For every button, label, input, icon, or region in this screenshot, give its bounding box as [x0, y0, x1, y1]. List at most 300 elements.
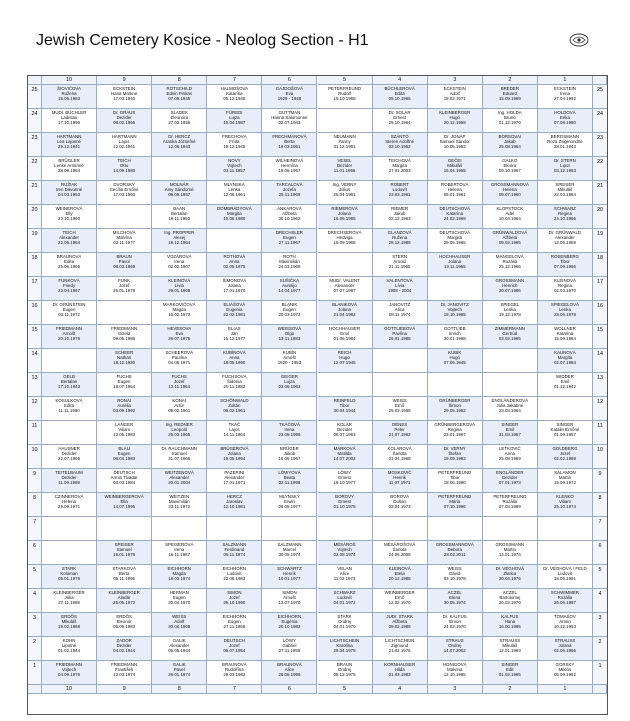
- grave-date: 05.11.1974: [223, 552, 246, 558]
- grave-date: 13.11.1964: [168, 384, 191, 390]
- grave-date: 18.12.1964: [168, 240, 191, 246]
- grave-surname: STARKOVÁ: [112, 566, 136, 571]
- grave-given-name: Steren Adolfné: [385, 139, 415, 145]
- grave-given-name: Alexander: [169, 475, 190, 481]
- grave-date: 01.12.1970: [498, 120, 521, 126]
- grave-cell: [207, 613, 262, 637]
- grave-cell: [318, 517, 373, 541]
- grave-given-name: Hana: [504, 619, 516, 625]
- grave-cell: [373, 157, 428, 181]
- grave-surname: JUDr. STARK: [386, 614, 413, 619]
- grave-surname: PETERFREUND: [438, 470, 472, 475]
- grave-surname: LICHTSCHEIN: [385, 638, 415, 643]
- grave-given-name: Amy Sándorné: [164, 187, 194, 193]
- grave-given-name: Aurélia: [117, 403, 131, 409]
- grave-cell: [318, 325, 373, 349]
- grave-surname: BRAUNOVÁ: [277, 662, 302, 667]
- grave-given-name: Alžbeta: [502, 235, 518, 241]
- grave-date: 19.12.1978: [498, 312, 521, 318]
- grave-cell: [42, 613, 97, 637]
- grave-cell: [538, 397, 593, 421]
- grave-given-name: Alica: [394, 307, 405, 313]
- grave-surname: Dr. GRÜNWALD: [548, 230, 582, 235]
- grave-surname: MÉSÁROŠ: [333, 542, 356, 547]
- grave-date: 24.02.1970: [443, 624, 466, 630]
- grave-given-name: Júlia: [64, 595, 74, 601]
- grave-surname: VESEL: [337, 158, 352, 163]
- grave-date: 17.10.1943: [58, 384, 81, 390]
- grave-cell: [152, 421, 207, 445]
- grave-cell: [152, 253, 207, 277]
- grave-given-name: Eugen: [283, 307, 296, 313]
- grave-given-name: Hedviga: [336, 235, 353, 241]
- grave-surname: LANGER: [115, 422, 134, 427]
- grave-date: 19.11.1960: [168, 216, 191, 222]
- grave-cell: [318, 661, 373, 685]
- grave-given-name: Alice: [284, 667, 295, 673]
- grave-date: 25.06.1966: [58, 264, 81, 270]
- grave-given-name: Eugen: [62, 307, 76, 313]
- grave-surname: SCHEEROVÁ: [165, 350, 194, 355]
- grave-cell: [97, 661, 152, 685]
- grave-surname: STERN: [392, 254, 408, 259]
- grave-cell: [262, 301, 317, 325]
- grave-given-name: Alexander: [555, 235, 575, 241]
- row-label: 23: [28, 133, 42, 157]
- grave-given-name: Arnošt: [62, 331, 76, 337]
- grave-cell: [42, 637, 97, 661]
- grave-given-name: Dezider: [61, 475, 77, 481]
- grave-cell: [428, 421, 483, 445]
- grave-cell: [538, 637, 593, 661]
- grave-surname: WEINEROVÁ: [55, 206, 83, 211]
- grave-cell: [483, 517, 538, 541]
- grave-cell: [318, 445, 373, 469]
- grave-cell: [42, 205, 97, 229]
- grave-surname: HEVESOVA: [167, 326, 192, 331]
- grave-date: 20.10.1975: [58, 336, 81, 342]
- grave-date: 24.06.2009: [388, 552, 411, 558]
- grave-cell: [42, 133, 97, 157]
- grave-date: [97, 312, 151, 317]
- grave-surname: WEISS: [447, 566, 462, 571]
- grave-date: [483, 360, 537, 365]
- grave-surname: BOROVÁ: [390, 494, 410, 499]
- grave-cell: [262, 589, 317, 613]
- grave-cell: [483, 277, 538, 301]
- row-label-right: 9: [593, 469, 607, 493]
- grave-given-name: Imrich: [448, 331, 461, 337]
- grave-cell: [42, 421, 97, 445]
- grave-given-name: Regina: [447, 427, 462, 433]
- grave-date: 29.04.1979: [333, 648, 356, 654]
- grave-date: 20.01.2004: [168, 480, 191, 486]
- grave-cell: [42, 109, 97, 133]
- column-header-corner: [593, 76, 607, 85]
- grave-cell: [538, 613, 593, 637]
- grave-date: 02.05.1975: [223, 264, 246, 270]
- grave-given-name: Arnold: [393, 259, 406, 265]
- grave-date: 18.09.1983: [443, 456, 466, 462]
- grave-surname: MÉSÁROŠOVÁ: [384, 542, 416, 547]
- grave-surname: PETERFREUND: [493, 494, 527, 499]
- grave-date: 02.07.1984: [553, 360, 576, 366]
- grave-cell: [97, 541, 152, 565]
- page-header: [36, 30, 596, 58]
- grave-cell: [318, 613, 373, 637]
- column-header: 2: [483, 76, 538, 85]
- grave-surname: EICHHORN: [167, 566, 191, 571]
- grave-cell: [318, 373, 373, 397]
- grave-surname: SINGER: [501, 662, 519, 667]
- grave-surname: FUCHSOVÁ: [222, 374, 247, 379]
- grave-date: 17.10.1996: [58, 120, 81, 126]
- grave-date: 12.01.1993: [498, 648, 521, 654]
- grave-cell: [152, 661, 207, 685]
- grave-date: 14.01.1974: [498, 552, 521, 558]
- grave-given-name: Vojtech: [447, 307, 462, 313]
- grave-date: 28.01.1943: [553, 144, 576, 150]
- grave-date: [318, 264, 372, 269]
- grave-surname: LÖWY: [282, 638, 296, 643]
- grave-surname: LÖWY: [338, 470, 352, 475]
- grave-given-name: Lenka: [558, 307, 571, 313]
- grave-date: 07.08.1980: [553, 120, 576, 126]
- grave-cell: [97, 109, 152, 133]
- grave-date: 21.11.1965: [388, 264, 411, 270]
- grave-date: 06.05.1977: [278, 504, 301, 510]
- grave-date: 04.02.1944: [113, 648, 136, 654]
- grave-cell: [207, 661, 262, 685]
- grave-date: [207, 240, 261, 245]
- grave-given-name: Karolína: [336, 643, 353, 649]
- grave-cell: [483, 253, 538, 277]
- grave-date: 22.08.1983: [223, 576, 246, 582]
- grave-date: 04.01.1972: [333, 600, 356, 606]
- grave-surname: Dr. STERN: [554, 158, 576, 163]
- grave-cell: [97, 253, 152, 277]
- grave-date: [538, 528, 592, 533]
- column-footer: 10: [42, 685, 97, 694]
- grave-date: 17.03.1960: [113, 192, 136, 198]
- grave-cell: [483, 613, 538, 637]
- grave-surname: GOLDBERG: [552, 446, 578, 451]
- grave-given-name: Alexander: [224, 475, 245, 481]
- grave-date: 18.12.1930: [113, 360, 136, 366]
- grave-given-name: Edit: [506, 667, 514, 673]
- row-label: 19: [28, 229, 42, 253]
- grave-cell: [42, 229, 97, 253]
- grave-given-name: Mikuláš: [502, 643, 518, 649]
- grave-surname: TKÁČ: [228, 422, 241, 427]
- row-label: 11: [28, 421, 42, 445]
- grave-date: 15.12.1977: [223, 336, 246, 342]
- grave-given-name: Aladár: [117, 595, 131, 601]
- grave-cell: [262, 85, 317, 109]
- grave-surname: MLYNSKÝ: [279, 494, 300, 499]
- grave-cell: [373, 589, 428, 613]
- grave-cell: [483, 541, 538, 565]
- grave-given-name: Lívia: [174, 283, 184, 289]
- grave-date: 01.03.1983: [388, 672, 411, 678]
- grave-date: 1920 - 1953: [277, 360, 302, 366]
- grave-given-name: Arnošt: [283, 595, 296, 601]
- grave-surname: TOMAŠOV: [553, 614, 576, 619]
- grave-surname: FUCHS: [171, 374, 187, 379]
- grave-date: 12.05.1969: [553, 240, 576, 246]
- grave-given-name: Aurelijo: [282, 283, 297, 289]
- grave-cell: [152, 349, 207, 373]
- grave-date: 27.03.1956: [168, 120, 191, 126]
- grave-given-name: Eleóra: [503, 163, 517, 169]
- grave-given-name: Rozália: [502, 499, 518, 505]
- grave-given-name: Hilda: [394, 667, 405, 673]
- grave-date: 13.05.1983: [113, 432, 136, 438]
- grave-given-name: Maximilián: [279, 259, 300, 265]
- grave-date: 19.05.1994: [223, 456, 246, 462]
- grave-given-name: Jozef: [118, 283, 130, 289]
- grave-date: 04.03.1953: [58, 192, 81, 198]
- grave-date: 09.02.1989: [388, 624, 411, 630]
- grave-cell: [97, 421, 152, 445]
- grave-cell: [262, 373, 317, 397]
- grave-surname: KOSULKOVÁ: [55, 398, 83, 403]
- grave-given-name: Helena: [447, 187, 462, 193]
- grave-surname: ECKSTEIN: [553, 86, 576, 91]
- grave-given-name: Gabriel: [282, 643, 297, 649]
- column-footer: 9: [97, 685, 152, 694]
- grave-date: 04.01.1970: [333, 624, 356, 630]
- grave-date: 04.09.1976: [58, 672, 81, 678]
- grave-date: 05.09.1983: [113, 624, 136, 630]
- grave-date: 12.10.1981: [223, 504, 246, 510]
- grave-surname: BÜCHLEROVÁ: [384, 86, 415, 91]
- grave-given-name: Cecília Ernőné: [109, 187, 139, 193]
- grave-cell: [97, 157, 152, 181]
- grave-given-name: Simon: [448, 619, 461, 625]
- grave-surname: KONAI: [172, 398, 187, 403]
- grave-surname: Dr. RAUCHMANN: [161, 446, 197, 451]
- grave-date: 12.07.1945: [333, 360, 356, 366]
- grave-given-name: Irena: [174, 259, 185, 265]
- grave-cell: [42, 589, 97, 613]
- grave-given-name: Šarlota: [392, 451, 407, 457]
- grave-surname: GALKO: [502, 158, 518, 163]
- grave-given-name: Bruno: [503, 115, 516, 121]
- grave-surname: VALENTOVÁ: [386, 278, 413, 283]
- grave-cell: [207, 445, 262, 469]
- grave-date: 28.02.2011: [443, 552, 466, 558]
- grave-given-name: Eugenia: [226, 307, 243, 313]
- grave-date: [152, 528, 206, 533]
- grave-given-name: Irena: [284, 427, 295, 433]
- grave-surname: BERGSMANN: [550, 134, 580, 139]
- row-label-right: 20: [593, 205, 607, 229]
- grave-date: 02.07.1943: [278, 120, 301, 126]
- grave-date: [428, 528, 482, 533]
- row-label-right: 16: [593, 301, 607, 325]
- row-label-right: 3: [593, 613, 607, 637]
- grave-cell: [207, 181, 262, 205]
- grave-date: 01.02.1944: [58, 648, 81, 654]
- grave-given-name: Alexander: [334, 283, 355, 289]
- grave-given-name: Margita: [447, 235, 463, 241]
- grave-date: 15.05.1983: [58, 96, 81, 102]
- grave-surname: HONIGOVÁ: [442, 662, 467, 667]
- grave-given-name: Adolf: [449, 91, 460, 97]
- grave-date: 08.09.1957: [168, 192, 191, 198]
- grave-surname: GORSKY: [555, 662, 575, 667]
- grave-date: 08.07.1963: [333, 432, 356, 438]
- row-label-right: 7: [593, 517, 607, 541]
- grave-cell: [483, 589, 538, 613]
- grave-cell: [483, 469, 538, 493]
- grave-given-name: Ondrej: [448, 643, 462, 649]
- grave-surname: SPIEGEL: [500, 302, 520, 307]
- grave-given-name: Viliam: [118, 427, 131, 433]
- grave-given-name: Etela: [394, 571, 405, 577]
- grave-date: 20.07.1986: [498, 288, 521, 294]
- row-label-right: 14: [593, 349, 607, 373]
- grave-cell: [97, 373, 152, 397]
- row-label: 25: [28, 85, 42, 109]
- grave-cell: [428, 349, 483, 373]
- grave-cell: [207, 517, 262, 541]
- grave-given-name: Edita: [64, 403, 75, 409]
- grave-cell: [428, 277, 483, 301]
- grave-cell: [483, 493, 538, 517]
- grave-given-name: Henrich: [502, 283, 518, 289]
- grave-cell: [42, 157, 97, 181]
- grave-cell: [42, 517, 97, 541]
- grave-given-name: Arnošt: [283, 355, 296, 361]
- grave-surname: MUDr. VALENT: [329, 278, 360, 283]
- grave-cell: [262, 661, 317, 685]
- grave-surname: GOTTLIEBOVÁ: [384, 326, 416, 331]
- grave-date: [428, 288, 482, 293]
- grave-given-name: Eugen: [283, 235, 296, 241]
- grave-given-name: Ludovít: [227, 571, 242, 577]
- grave-date: 08.11.1974: [388, 312, 411, 318]
- grave-given-name: Roza Zsigmondné: [547, 139, 583, 145]
- grave-date: [373, 360, 427, 365]
- grave-surname: HARTMANN: [56, 134, 82, 139]
- grave-date: 03.06.1963: [278, 384, 301, 390]
- grave-date: [318, 528, 372, 533]
- grave-surname: Dr. KALFUS: [442, 614, 467, 619]
- grave-surname: HOLDOVÁ: [554, 110, 576, 115]
- row-label-right: 4: [593, 589, 607, 613]
- row-label: 7: [28, 517, 42, 541]
- grave-surname: KORNHAUSER: [384, 662, 416, 667]
- grave-date: 13.11.1983: [278, 336, 301, 342]
- grave-date: 01.12.1942: [553, 384, 576, 390]
- grave-cell: [428, 301, 483, 325]
- grave-date: 10.04.1987: [223, 120, 246, 126]
- grave-cell: [152, 229, 207, 253]
- grave-surname: SPIEGELOVÁ: [550, 302, 579, 307]
- grave-surname: KUBÍNOVÁ: [222, 350, 246, 355]
- grave-surname: DEUTSCHOVÁ: [439, 206, 470, 211]
- grave-date: 14.07.2002: [333, 456, 356, 462]
- grave-given-name: Regina: [557, 211, 572, 217]
- grave-given-name: Lea Lajosné: [57, 139, 82, 145]
- grave-date: 14.11.1964: [223, 432, 246, 438]
- grave-cell: [483, 157, 538, 181]
- grave-cell: [318, 205, 373, 229]
- grave-cell: [538, 541, 593, 565]
- grave-surname: GEIGER: [280, 374, 298, 379]
- grave-given-name: Pavel: [173, 667, 185, 673]
- grave-cell: [262, 469, 317, 493]
- grave-given-name: Magda: [172, 307, 186, 313]
- column-footer: 2: [483, 685, 538, 694]
- grave-given-name: Jolana: [227, 283, 241, 289]
- grave-cell: [97, 517, 152, 541]
- grave-cell: [207, 469, 262, 493]
- grave-cell: [538, 589, 593, 613]
- grave-given-name: Margita: [557, 355, 573, 361]
- grave-surname: WIDDER: [556, 374, 574, 379]
- grave-surname: WEINBERGEROVÁ: [104, 494, 144, 499]
- grave-given-name: Dezider: [116, 643, 132, 649]
- grave-date: 15.09.1968: [333, 240, 356, 246]
- grave-cell: [483, 637, 538, 661]
- grave-date: 29.12.1941: [58, 144, 81, 150]
- grave-given-name: Ružena: [61, 91, 77, 97]
- grave-date: [42, 360, 96, 365]
- grave-date: 03.11.1957: [223, 168, 246, 174]
- row-label-right: 10: [593, 445, 607, 469]
- grave-date: [42, 552, 96, 557]
- grave-given-name: Eugen: [172, 595, 186, 601]
- grave-surname: FÜREDI: [226, 110, 243, 115]
- grave-cell: [483, 181, 538, 205]
- grave-cell: [262, 325, 317, 349]
- grave-date: 23.10.1960: [58, 216, 81, 222]
- row-label-right: 6: [593, 541, 607, 565]
- grave-surname: KLENKO: [556, 494, 574, 499]
- grave-date: 09.10.1967: [498, 168, 521, 174]
- grave-date: 07.09.1945: [168, 96, 191, 102]
- grave-cell: [428, 181, 483, 205]
- grave-given-name: Edita: [394, 91, 405, 97]
- grave-given-name: Margita: [227, 211, 242, 217]
- grave-surname: KLEINBERGER: [439, 110, 471, 115]
- grave-cell: [373, 85, 428, 109]
- row-label-right: 18: [593, 253, 607, 277]
- grave-surname: TEICH: [117, 158, 131, 163]
- grave-given-name: Paulína: [171, 355, 187, 361]
- grave-given-name: Šarlota: [392, 547, 407, 553]
- grave-date: [318, 120, 372, 125]
- grave-given-name: Emil: [505, 427, 515, 433]
- grave-date: 1929 - 1948: [277, 96, 302, 102]
- grave-cell: [152, 325, 207, 349]
- grave-given-name: Hugó: [449, 115, 460, 121]
- grave-surname: Dr. SOLAR: [388, 110, 411, 115]
- grave-cell: [373, 517, 428, 541]
- grave-date: 05.09.1962: [553, 672, 576, 678]
- grave-cell: [538, 517, 593, 541]
- grave-cell: [152, 565, 207, 589]
- grave-given-name: Dezider: [336, 163, 353, 169]
- grave-date: 12.06.1943: [168, 144, 191, 150]
- grave-surname: RUŽIAK: [60, 182, 78, 187]
- grave-cell: [538, 253, 593, 277]
- grave-given-name: Jaroslav: [226, 499, 243, 505]
- grave-date: 25.10.1990: [223, 600, 246, 606]
